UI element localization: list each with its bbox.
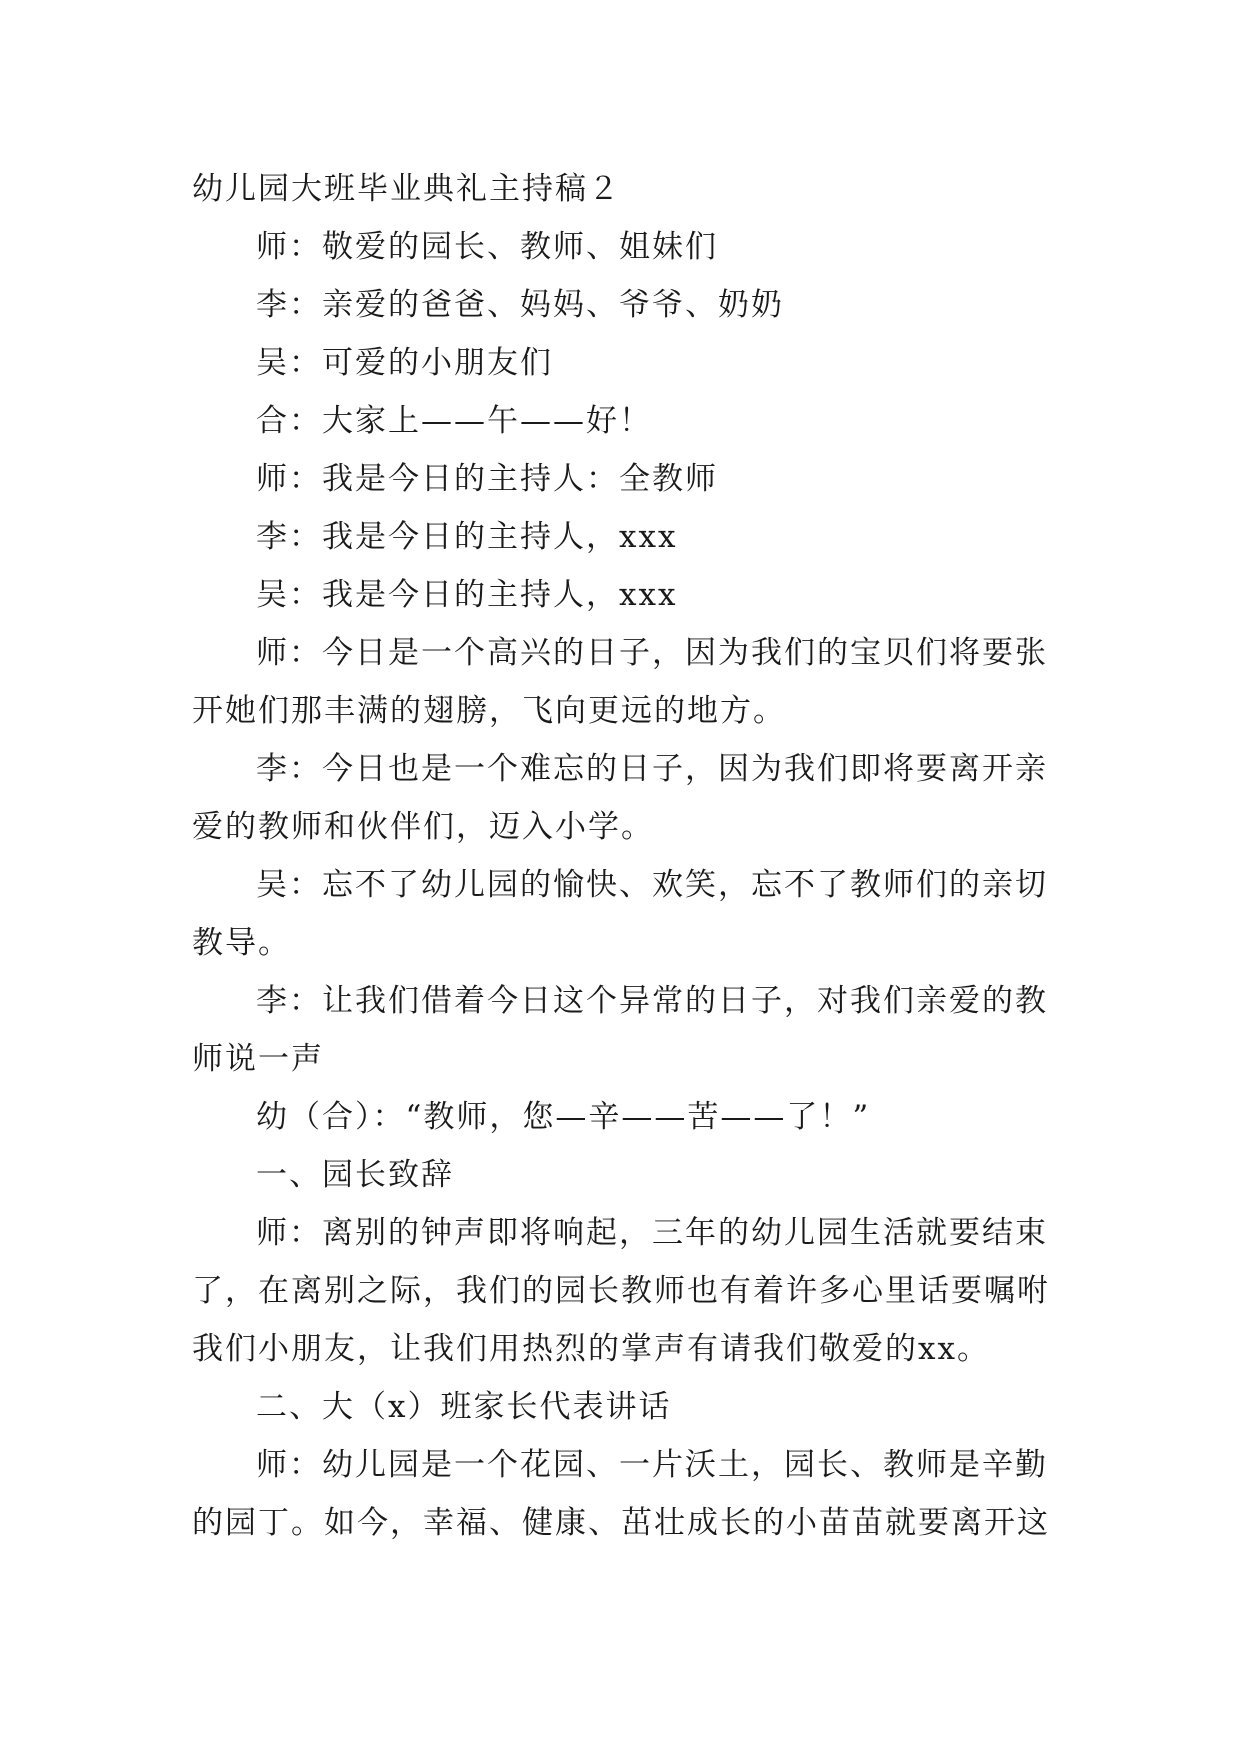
paragraph-line: 吴：我是今日的主持人，xxx: [256, 577, 678, 613]
paragraph-line: 李：让我们借着今日这个异常的日子，对我们亲爱的教: [256, 983, 1048, 1019]
paragraph-line: 的园丁。如今，幸福、健康、茁壮成长的小苗苗就要离开这: [192, 1505, 1050, 1541]
paragraph-line: 李：亲爱的爸爸、妈妈、爷爷、奶奶: [256, 287, 784, 323]
paragraph-line: 李：今日也是一个难忘的日子，因为我们即将要离开亲: [256, 751, 1048, 787]
paragraph-line: 师：我是今日的主持人：全教师: [256, 461, 718, 497]
paragraph-line: 教导。: [192, 925, 291, 961]
section-heading: 一、园长致辞: [256, 1157, 454, 1193]
paragraph-line: 开她们那丰满的翅膀，飞向更远的地方。: [192, 693, 786, 729]
paragraph-line: 李：我是今日的主持人，xxx: [256, 519, 678, 555]
paragraph-line: 我们小朋友，让我们用热烈的掌声有请我们敬爱的xx。: [192, 1331, 990, 1367]
document-body: [192, 160, 1052, 1552]
paragraph-line: 师：敬爱的园长、教师、姐妹们: [256, 229, 718, 265]
paragraph-line: 师：幼儿园是一个花园、一片沃土，园长、教师是辛勤: [256, 1447, 1048, 1483]
section-heading: 二、大（x）班家长代表讲话: [256, 1389, 672, 1425]
paragraph-line: 合：大家上——午——好！: [256, 403, 652, 439]
paragraph-line: 吴：忘不了幼儿园的愉快、欢笑，忘不了教师们的亲切: [256, 867, 1048, 903]
paragraph-line: 师：离别的钟声即将响起，三年的幼儿园生活就要结束: [256, 1215, 1048, 1251]
document-title: 幼儿园大班毕业典礼主持稿２: [192, 171, 621, 207]
paragraph-line: 幼（合）：“教师，您—辛——苦——了！”: [256, 1099, 871, 1135]
paragraph-line: 师说一声: [192, 1041, 324, 1077]
paragraph-line: 吴：可爱的小朋友们: [256, 345, 553, 381]
paragraph-line: 了，在离别之际，我们的园长教师也有着许多心里话要嘱咐: [192, 1273, 1050, 1309]
paragraph-line: 师：今日是一个高兴的日子，因为我们的宝贝们将要张: [256, 635, 1048, 671]
paragraph-line: 爱的教师和伙伴们，迈入小学。: [192, 809, 654, 845]
